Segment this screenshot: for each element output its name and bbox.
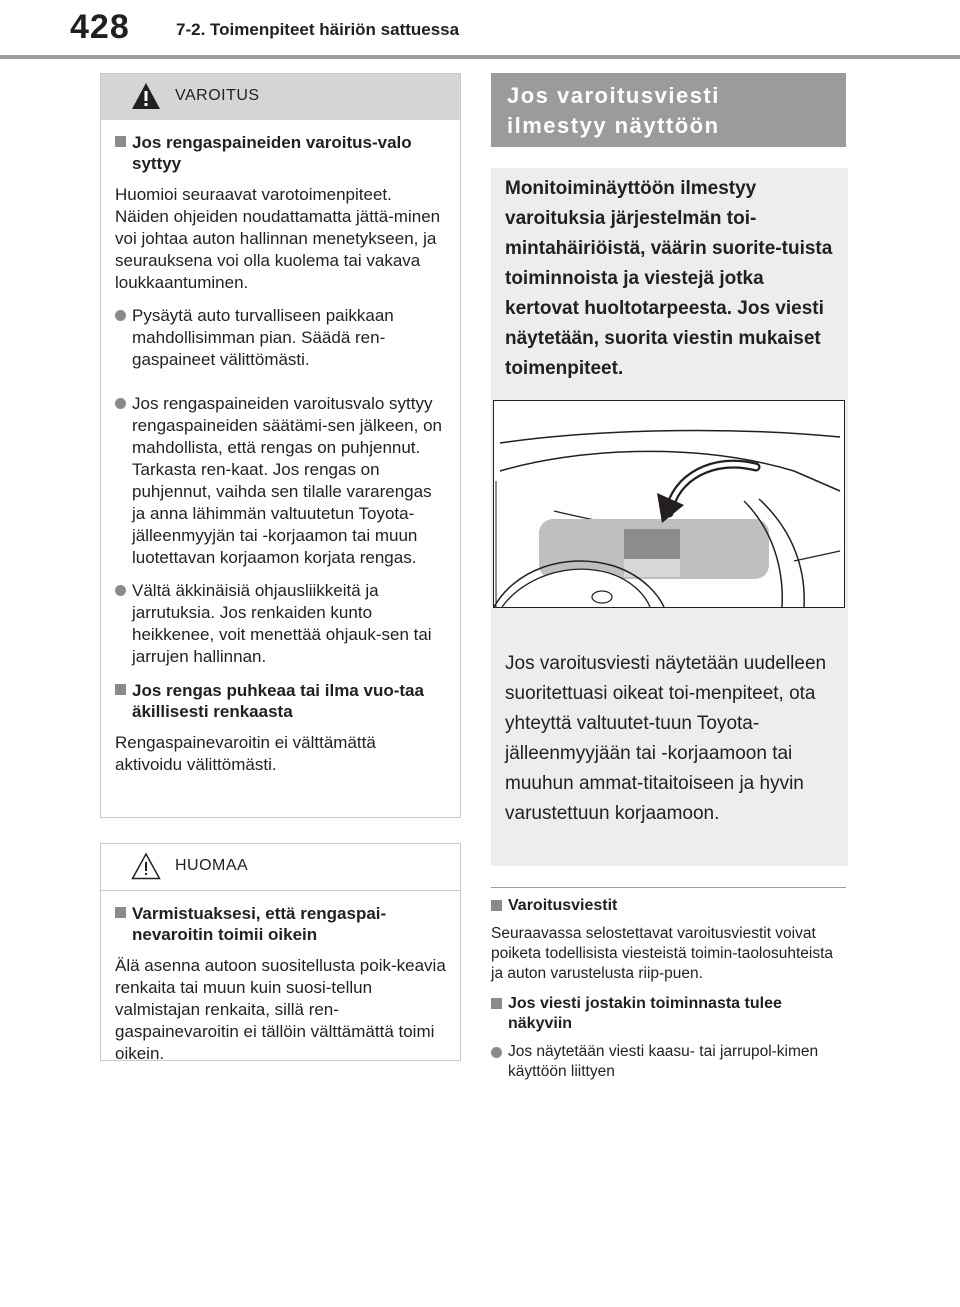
round-bullet-icon: [491, 1047, 502, 1058]
warning-bullet-1: Pysäytä auto turvalliseen paikkaan mahdollisimman pian. Säädä ren-gaspaineet välittömästi.: [115, 305, 446, 371]
section-title-text: Jos varoitusviesti ilmestyy näyttöön: [507, 83, 720, 138]
notice-title: HUOMAA: [175, 857, 249, 874]
notice-paragraph: Älä asenna autoon suositellusta poik-keavia renkaita tai muun kuin suosi-tellun valmistajan renkaita, sillä ren-gaspainevaroitin ei tällöin välttämättä toimi oikein.: [115, 956, 446, 1063]
warning-heading-2: Jos rengas puhkeaa tai ilma vuo-taa äkillisesti renkaasta: [115, 680, 446, 722]
warning-heading-1: Jos rengaspaineiden varoitus-valo syttyy: [115, 132, 446, 174]
section-title: 7-2. Toimenpiteet häiriön sattuessa: [176, 20, 460, 39]
square-bullet-icon: [491, 900, 502, 911]
info-after-text: Jos varoitusviesti näytetään uudelleen suoritettuasi oikeat toi-menpiteet, ota yhteyttä valtuutet-tuun Toyota-jälleenmyyjään tai -korjaamoon tai muuhun ammat-titaitoiseen ja hyvin varustettuun korjaamoon.: [505, 653, 827, 824]
warning-messages-paragraph: Seuraavassa selostettavat varoitusviestit voivat poiketa todellisista viesteistä toimin-taolosuhteista ja auton varustelusta riip-puen.: [491, 925, 834, 982]
round-bullet-icon: [115, 310, 126, 321]
warning-bullet-3: Vältä äkkinäisiä ohjausliikkeitä ja jarrutuksia. Jos renkaiden kunto heikkenee, voit menettää ohjauk-sen tai jarrujen hallinnan.: [115, 580, 446, 668]
warning-messages-section: [491, 887, 846, 1082]
notice-box: [100, 843, 461, 1061]
warning-box: [100, 73, 461, 818]
square-bullet-icon: [115, 684, 126, 695]
function-message-heading: Jos viesti jostakin toiminnasta tulee näkyviin: [491, 994, 846, 1034]
caution-triangle-icon: [131, 852, 161, 880]
warning-paragraph-2: Rengaspainevaroitin ei välttämättä aktivoidu välittömästi.: [115, 733, 376, 774]
dashboard-illustration: [493, 400, 845, 608]
page-header: [0, 0, 960, 58]
round-bullet-icon: [115, 398, 126, 409]
notice-header: [101, 844, 460, 891]
info-box: [491, 168, 848, 866]
notice-heading: Varmistuaksesi, että rengaspai-nevaroitin toimii oikein: [115, 903, 446, 945]
header-rule: [0, 55, 960, 59]
square-bullet-icon: [491, 998, 502, 1009]
square-bullet-icon: [115, 907, 126, 918]
page-number: 428: [70, 8, 130, 46]
warning-messages-heading: Varoitusviestit: [491, 896, 846, 916]
section-rule: [491, 887, 846, 888]
warning-header: [101, 74, 460, 120]
info-intro: Monitoiminäyttöön ilmestyy varoituksia järjestelmän toi-mintahäiriöistä, väärin suorite-tuista toiminnoista ja viestejä jotka kertovat huoltotarpeesta. Jos viesti näytetään, suorita viestin mukaiset toimenpiteet.: [505, 178, 833, 379]
section-title-bar: [491, 73, 846, 147]
warning-bullet-2: Jos rengaspaineiden varoitusvalo syttyy rengaspaineiden säätämi-sen jälkeen, on mahdollista, että rengas on puhjennut. Tarkasta ren-kaat. Jos rengas on puhjennut, vaihda sen tilalle vararengas ja anna lähimmän valtuutetun Toyota-jälleenmyyjän tai -korjaamon tai muun luotettavan korjaamon korjata rengas.: [115, 393, 446, 569]
warning-triangle-icon: [131, 82, 161, 110]
pedal-message-bullet: Jos näytetään viesti kaasu- tai jarrupol-kimen käyttöön liittyen: [491, 1042, 846, 1082]
warning-paragraph-1: Huomioi seuraavat varotoimenpiteet. Näiden ohjeiden noudattamatta jättä-minen voi johtaa auton hallinnan menetykseen, ja seurauksena voi olla kuolema tai vakava loukkaantuminen.: [115, 185, 441, 292]
dashboard-display-drawing: [494, 401, 844, 607]
square-bullet-icon: [115, 136, 126, 147]
warning-title: VAROITUS: [175, 87, 260, 104]
round-bullet-icon: [115, 585, 126, 596]
